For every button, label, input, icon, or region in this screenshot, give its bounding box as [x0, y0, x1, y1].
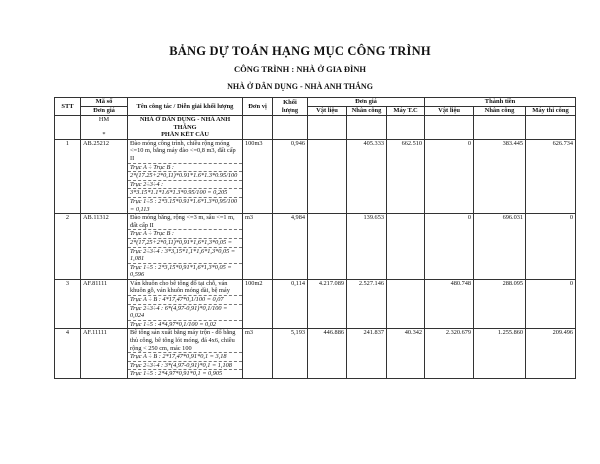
table-row: [55, 329, 576, 353]
item-total-material: 2.320.679: [425, 329, 474, 353]
header-material: Vật liệu: [308, 107, 347, 116]
header-code-sub: Đơn giá: [81, 107, 128, 116]
item-note: Trục A ÷ B : 4*17,47*0,1/100 = 0,07: [128, 296, 243, 305]
note-row: [55, 304, 576, 320]
header-unit: Đơn vị: [243, 98, 273, 116]
note-row: [55, 163, 576, 172]
item-note: Trục 1÷5 : 2*4,97*0,91*0,1 = 0,905: [128, 370, 243, 379]
item-material-price: 446.886: [308, 329, 347, 353]
header-machine-tc: Máy T.C: [387, 107, 425, 116]
group-code-2: *: [81, 131, 128, 139]
header-total: Thành tiền: [425, 98, 576, 107]
header-total-material: Vật liệu: [425, 107, 474, 116]
item-stt: 1: [55, 139, 81, 163]
item-machine-price: [387, 279, 425, 295]
note-row: [55, 353, 576, 362]
item-name: Ván khuôn cho bê tông đổ tại chỗ, ván khuôn gỗ, ván khuôn móng dài, bệ máy: [128, 279, 243, 295]
item-labor-price: 405.333: [347, 139, 387, 163]
item-total-material: 480.748: [425, 279, 474, 295]
table-row: [55, 139, 576, 163]
header-name: Tên công tác / Diễn giải khối lượng: [128, 98, 243, 116]
item-note: Trục 2÷3÷4 : 3*3,15*1,1*1,6*1,3*0,05 = 1,081: [128, 247, 243, 263]
item-qty: 5,193: [273, 329, 308, 353]
item-code: AB.11312: [81, 214, 128, 230]
item-note: 2*(17.25+2*0,11)*0.91*1.6*1.3*0.95/100: [128, 172, 243, 181]
document-title: BẢNG DỰ TOÁN HẠNG MỤC CÔNG TRÌNH: [169, 44, 431, 58]
item-qty: 0,946: [273, 139, 308, 163]
item-stt: 3: [55, 279, 81, 295]
item-total-labor: 288.095: [474, 279, 526, 295]
item-note: Trục 2÷3÷4 : 3*(4,97-0,91)*0,1 = 1,108: [128, 361, 243, 370]
item-note: Trục A ÷ Trục B :: [128, 163, 243, 172]
item-code: AF.81111: [81, 279, 128, 295]
estimate-table: [54, 97, 576, 379]
item-unit: m3: [243, 214, 273, 230]
item-qty: 4,984: [273, 214, 308, 230]
item-machine-price: 40.342: [387, 329, 425, 353]
item-note: Trục A ÷ B : 2*17,47*0,91*0,1 = 3,18: [128, 353, 243, 362]
item-total-labor: 1.255.860: [474, 329, 526, 353]
item-total-machine: 0: [526, 214, 576, 230]
item-code: AB.25212: [81, 139, 128, 163]
item-name: Đào móng công trình, chiều rộng móng <=10 m, bằng máy đào <=0,8 m3, đất cấp II: [128, 139, 243, 163]
note-row: [55, 247, 576, 263]
note-row: [55, 370, 576, 379]
item-total-machine: 626.734: [526, 139, 576, 163]
header-total-labor: Nhân công: [474, 107, 526, 116]
item-total-machine: 209.496: [526, 329, 576, 353]
item-total-material: 0: [425, 214, 474, 230]
item-machine-price: [387, 214, 425, 230]
item-machine-price: 662.510: [387, 139, 425, 163]
item-note: Trục 2÷3÷4 : 6*(4,97-0,91)*0,1/100 = 0,024: [128, 304, 243, 320]
item-unit: m3: [243, 329, 273, 353]
note-row: [55, 180, 576, 189]
item-labor-price: 139.653: [347, 214, 387, 230]
header-unit-price: Đơn giá: [308, 98, 425, 107]
note-row: [55, 197, 576, 213]
table-body: [55, 116, 576, 379]
item-labor-price: 2.527.146: [347, 279, 387, 295]
item-unit: 100m2: [243, 279, 273, 295]
header-labor: Nhân công: [347, 107, 387, 116]
item-note: Trục 1÷5 : 2*3,15*0,91*1,6*1,3*0,05 = 0,596: [128, 263, 243, 279]
header-stt: STT: [55, 98, 81, 116]
item-total-material: 0: [425, 139, 474, 163]
group-code: HM: [81, 116, 128, 132]
item-note: Trục A ÷ Trục B :: [128, 230, 243, 239]
header-qty: Khối lượng: [273, 98, 308, 116]
item-unit: 100m3: [243, 139, 273, 163]
item-note: 3*3.15*1.1*1.6*1.3*0.95/100 = 0,205: [128, 189, 243, 198]
note-row: [55, 172, 576, 181]
item-qty: 0,114: [273, 279, 308, 295]
note-row: [55, 263, 576, 279]
item-note: Trục 1÷5 : 4*4,97*0,1/100 = 0,02: [128, 320, 243, 329]
table-row: [55, 214, 576, 230]
note-row: [55, 296, 576, 305]
item-stt: 4: [55, 329, 81, 353]
header-total-machine: Máy thi công: [526, 107, 576, 116]
item-note: Trục 1÷5 : 2*3.15*0.91*1.6*1.3*0,95/100 = 0,113: [128, 197, 243, 213]
item-note: 2*(17,25+2*0,11)*0,91*1,6*1,3*0,05 =: [128, 238, 243, 247]
note-row: [55, 230, 576, 239]
item-labor-price: 241.837: [347, 329, 387, 353]
header-code: Mã số: [81, 98, 128, 107]
subproject-name: NHÀ Ở DÂN DỤNG - NHÀ ANH THẮNG: [227, 82, 373, 91]
project-name: CÔNG TRÌNH : NHÀ Ở GIA ĐÌNH: [233, 64, 367, 74]
item-total-machine: 0: [526, 279, 576, 295]
item-total-labor: 383.445: [474, 139, 526, 163]
item-total-labor: 696.031: [474, 214, 526, 230]
note-row: [55, 189, 576, 198]
table-row: [55, 279, 576, 295]
item-stt: 2: [55, 214, 81, 230]
item-name: Đào móng băng, rộng <=3 m, sâu <=1 m, đất cấp II: [128, 214, 243, 230]
group-section: PHẦN KẾT CẤU: [128, 131, 243, 139]
item-material-price: 4.217.089: [308, 279, 347, 295]
group-name: NHÀ Ở DÂN DỤNG - NHÀ ANH THẮNG: [128, 116, 243, 132]
item-material-price: [308, 214, 347, 230]
item-note: Trục 2÷3÷4 :: [128, 180, 243, 189]
note-row: [55, 320, 576, 329]
item-name: Bê tông sản xuất bằng máy trộn - đổ bằng thủ công, bê tông lót móng, đá 4x6, chiều rộng < 250 cm, mác 100: [128, 329, 243, 353]
item-material-price: [308, 139, 347, 163]
item-code: AF.11111: [81, 329, 128, 353]
note-row: [55, 238, 576, 247]
note-row: [55, 361, 576, 370]
